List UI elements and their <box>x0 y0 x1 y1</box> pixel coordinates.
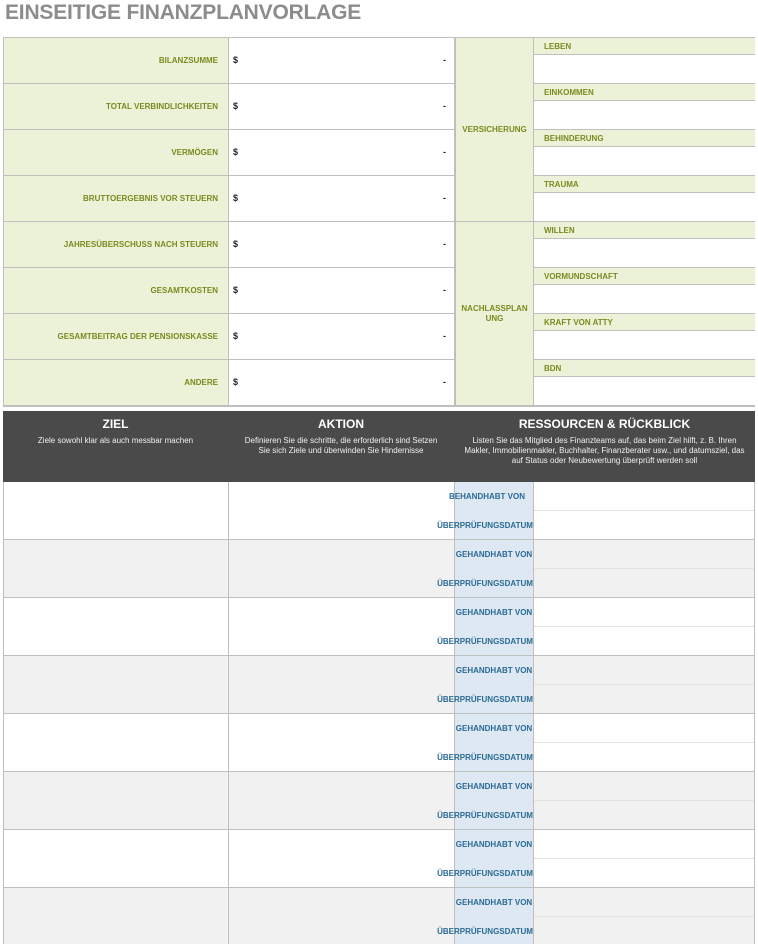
goal-cell[interactable] <box>4 830 229 887</box>
action-cell[interactable] <box>229 888 455 944</box>
sub-value-field[interactable] <box>534 193 755 222</box>
currency-symbol: $ <box>233 285 239 295</box>
fin-row-gross-income <box>4 176 455 222</box>
review-date-field[interactable] <box>534 743 754 771</box>
fin-row-total-assets <box>4 38 455 84</box>
goal-row <box>4 598 754 656</box>
insurance-trauma <box>534 176 755 222</box>
fin-amount: - <box>443 239 446 249</box>
action-description: Definieren Sie die schritte, die erforderlich sind Setzen Sie sich Ziele und überwinden Sie Hindernisse <box>244 436 438 455</box>
fin-row-net-worth <box>4 130 455 176</box>
sub-value-field[interactable] <box>534 285 755 314</box>
fin-amount: - <box>443 331 446 341</box>
handled-by-label: GEHANDHABT VON <box>455 772 534 801</box>
action-cell[interactable] <box>229 482 455 539</box>
sub-value-field[interactable] <box>534 101 755 130</box>
fin-amount: - <box>443 101 446 111</box>
fin-value-field[interactable] <box>229 84 455 130</box>
fin-row-total-liabilities <box>4 84 455 130</box>
fin-label: GESAMTKOSTEN <box>4 268 229 314</box>
currency-symbol: $ <box>233 55 239 65</box>
resources-title: RESSOURCEN & RÜCKBLICK <box>518 417 691 431</box>
action-cell[interactable] <box>229 830 455 887</box>
handled-by-label: GEHANDHABT VON <box>455 888 534 917</box>
fin-label: TOTAL VERBINDLICHKEITEN <box>4 84 229 130</box>
sub-label: WILLEN <box>534 222 755 239</box>
resources-description: Listen Sie das Mitglied des Finanzteams auf, das beim Ziel hilft, z. B. Ihren Makler, Immobilienmakler, Buchhalter, Finanzberater usw., und datumsziel, das auf Status oder Neubewertung überprüft werden soll <box>464 436 745 465</box>
currency-symbol: $ <box>233 147 239 157</box>
goal-row <box>4 772 754 830</box>
estate-power-of-attorney <box>534 314 755 360</box>
goal-cell[interactable] <box>4 540 229 597</box>
fin-row-net-income <box>4 222 455 268</box>
sub-value-field[interactable] <box>534 147 755 176</box>
review-date-label: ÜBERPRÜFUNGSDATUM <box>455 685 534 713</box>
fin-row-total-costs <box>4 268 455 314</box>
handled-by-field[interactable] <box>534 540 754 569</box>
action-column-header <box>228 411 454 482</box>
review-date-label: ÜBERPRÜFUNGSDATUM <box>455 569 534 597</box>
handled-by-label: GEHANDHABT VON <box>455 656 534 685</box>
action-cell[interactable] <box>229 540 455 597</box>
fin-row-other <box>4 360 455 406</box>
sub-label: LEBEN <box>534 38 755 55</box>
goal-cell[interactable] <box>4 656 229 713</box>
handled-by-label: GEHANDHABT VON <box>455 830 534 859</box>
review-date-label: ÜBERPRÜFUNGSDATUM <box>455 511 534 539</box>
goals-header <box>3 411 755 482</box>
sub-label: EINKOMMEN <box>534 84 755 101</box>
goal-row <box>4 888 754 944</box>
goal-description: Ziele sowohl klar als auch messbar machen <box>37 436 194 445</box>
insurance-income <box>534 84 755 130</box>
goal-cell[interactable] <box>4 772 229 829</box>
review-date-label: ÜBERPRÜFUNGSDATUM <box>455 917 534 944</box>
currency-symbol: $ <box>233 193 239 203</box>
fin-label: VERMÖGEN <box>4 130 229 176</box>
review-date-label: ÜBERPRÜFUNGSDATUM <box>455 743 534 771</box>
currency-symbol: $ <box>233 377 239 387</box>
fin-value-field[interactable] <box>229 222 455 268</box>
review-date-label: ÜBERPRÜFUNGSDATUM <box>455 801 534 829</box>
fin-row-pension <box>4 314 455 360</box>
fin-value-field[interactable] <box>229 268 455 314</box>
review-date-field[interactable] <box>534 917 754 944</box>
fin-amount: - <box>443 193 446 203</box>
financial-summary-grid <box>3 37 755 407</box>
fin-label: GESAMTBEITRAG DER PENSIONSKASSE <box>4 314 229 360</box>
handled-by-field[interactable] <box>534 772 754 801</box>
handled-by-label: GEHANDHABT VON <box>455 714 534 743</box>
sub-value-field[interactable] <box>534 55 755 84</box>
goal-row <box>4 714 754 772</box>
category-estate-planning: NACHLASSPLAN UNG <box>455 222 534 406</box>
sub-label: BEHINDERUNG <box>534 130 755 147</box>
insurance-life <box>534 38 755 84</box>
goal-cell[interactable] <box>4 714 229 771</box>
action-cell[interactable] <box>229 772 455 829</box>
review-date-label: ÜBERPRÜFUNGSDATUM <box>455 627 534 655</box>
review-date-field[interactable] <box>534 859 754 887</box>
currency-symbol: $ <box>233 239 239 249</box>
resources-column-header <box>454 411 755 482</box>
fin-label: ANDERE <box>4 360 229 406</box>
review-date-field[interactable] <box>534 511 754 539</box>
financial-values <box>4 38 455 406</box>
sub-value-field[interactable] <box>534 239 755 268</box>
sub-label: BDN <box>534 360 755 377</box>
goal-title: ZIEL <box>102 417 129 431</box>
action-cell[interactable] <box>229 656 455 713</box>
fin-label: BRUTTOERGEBNIS VOR STEUERN <box>4 176 229 222</box>
review-date-field[interactable] <box>534 627 754 655</box>
goal-cell[interactable] <box>4 598 229 655</box>
review-date-label: ÜBERPRÜFUNGSDATUM <box>455 859 534 887</box>
goal-row <box>4 540 754 598</box>
handled-by-field[interactable] <box>534 714 754 743</box>
sub-value-field[interactable] <box>534 331 755 360</box>
sub-label: TRAUMA <box>534 176 755 193</box>
review-date-field[interactable] <box>534 569 754 597</box>
handled-by-field[interactable] <box>534 888 754 917</box>
goal-row <box>4 656 754 714</box>
sub-value-field[interactable] <box>534 377 755 406</box>
action-cell[interactable] <box>229 598 455 655</box>
fin-label: JAHRESÜBERSCHUSS NACH STEUERN <box>4 222 229 268</box>
page-title: EINSEITIGE FINANZPLANVORLAGE <box>5 1 362 24</box>
sub-label: VORMUNDSCHAFT <box>534 268 755 285</box>
estate-bdn <box>534 360 755 406</box>
goal-cell[interactable] <box>4 888 229 944</box>
currency-symbol: $ <box>233 101 239 111</box>
review-date-field[interactable] <box>534 801 754 829</box>
handled-by-label: GEHANDHABT VON <box>455 540 534 569</box>
currency-symbol: $ <box>233 331 239 341</box>
fin-amount: - <box>443 377 446 387</box>
goal-row <box>4 482 754 540</box>
fin-value-field[interactable] <box>229 314 455 360</box>
fin-value-field[interactable] <box>229 130 455 176</box>
action-cell[interactable] <box>229 714 455 771</box>
review-date-field[interactable] <box>534 685 754 713</box>
handled-by-field[interactable] <box>534 830 754 859</box>
fin-label: BILANZSUMME <box>4 38 229 84</box>
handled-by-label: GEHANDHABT VON <box>455 598 534 627</box>
sub-label: KRAFT VON ATTY <box>534 314 755 331</box>
fin-value-field[interactable] <box>229 176 455 222</box>
insurance-disability <box>534 130 755 176</box>
fin-amount: - <box>443 55 446 65</box>
fin-value-field[interactable] <box>229 360 455 406</box>
category-insurance: VERSICHERUNG <box>455 38 534 222</box>
action-title: AKTION <box>318 417 364 431</box>
estate-guardianship <box>534 268 755 314</box>
goals-table <box>3 482 755 944</box>
estate-will <box>534 222 755 268</box>
fin-amount: - <box>443 285 446 295</box>
goal-cell[interactable] <box>4 482 229 539</box>
fin-amount: - <box>443 147 446 157</box>
handled-by-field[interactable] <box>534 598 754 627</box>
handled-by-label: BEHANDHABT VON <box>455 482 534 511</box>
handled-by-field[interactable] <box>534 656 754 685</box>
fin-value-field[interactable] <box>229 38 455 84</box>
goal-column-header <box>3 411 228 482</box>
goal-row <box>4 830 754 888</box>
handled-by-field[interactable] <box>534 482 754 511</box>
